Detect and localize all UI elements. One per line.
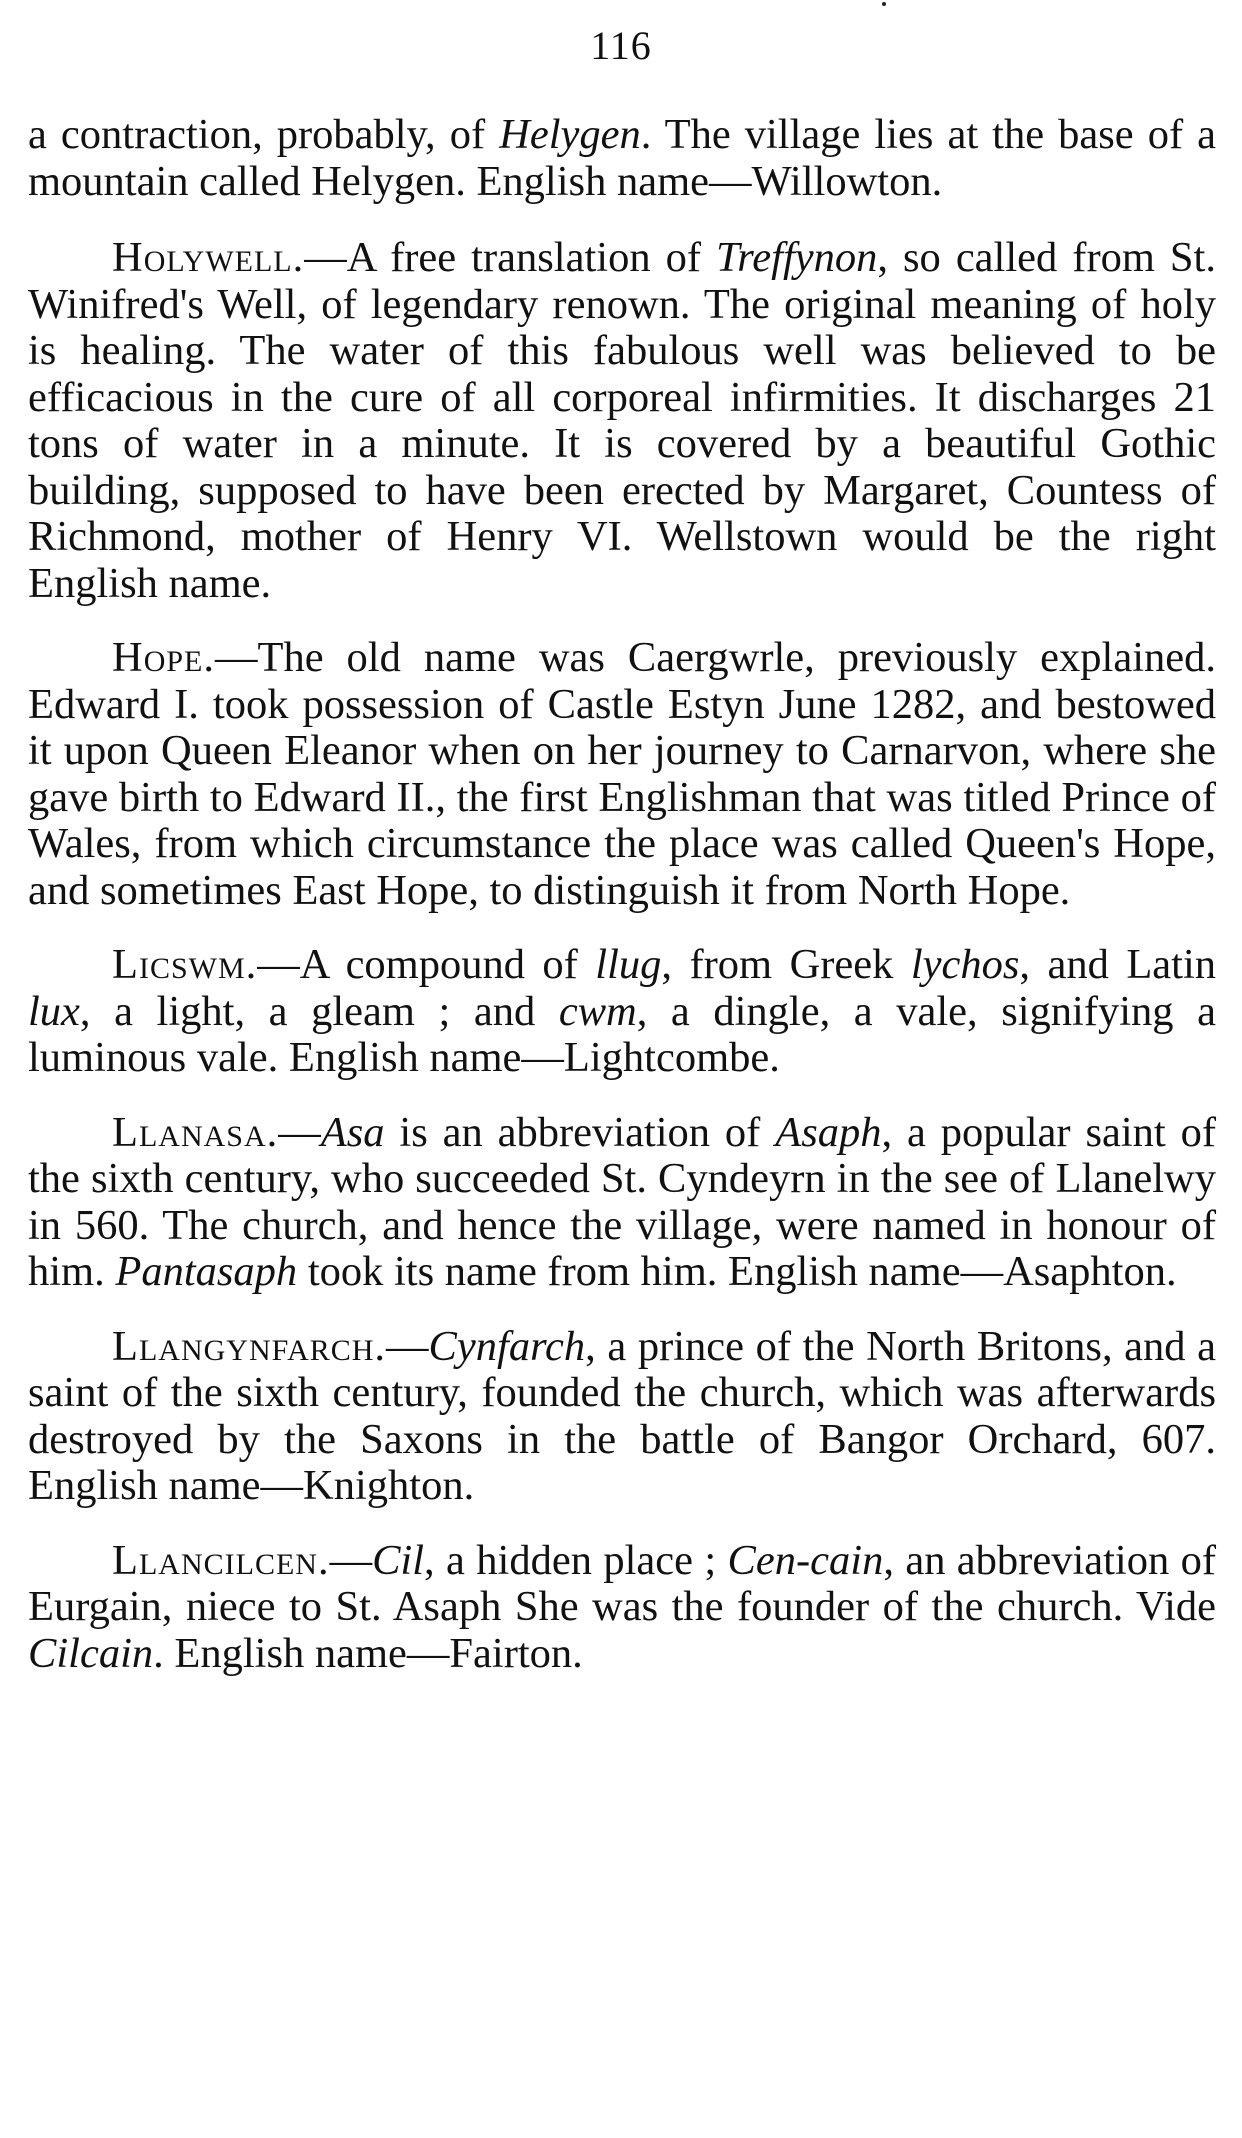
entry-headword: Holywell. — [112, 234, 305, 281]
text-run: , a light, a gleam ; and — [79, 987, 559, 1035]
italic-term: Cen-cain — [727, 1536, 884, 1584]
paragraph-continuation — [28, 112, 1216, 205]
text-run: is an abbreviation of — [384, 1108, 776, 1156]
entry-headword: Llancilcen. — [112, 1536, 330, 1584]
text-run: , so called from St. Winifred's Well, of legendary renown. The original meaning of holy is healing. The water of this fabulous well was believed to be efficacious in the cure of all corporeal infirmities. It discharges 21 tons of water in a minute. It is covered by a beautiful Gothic building, supposed to have been erected by Margaret, Countess of Richmond, mother of Henry VI. Wellstown would be the right English name. — [28, 234, 1216, 607]
entry-headword: Hope. — [112, 634, 215, 681]
entry-headword: Llangynfarch. — [112, 1322, 387, 1370]
italic-term: Helygen — [499, 111, 641, 158]
entry-headword: Licswm. — [112, 941, 258, 988]
italic-term: Asaph — [775, 1108, 882, 1156]
italic-term: Asa — [320, 1108, 385, 1156]
page-number: 116 — [590, 23, 652, 68]
text-run: —The old name was Caergwrle, previously explained. Edward I. took possession of Castle Estyn June 1282, and bestowed it upon Queen Eleanor when on her journey to Carnarvon, where she gave birth to Edward II., the first Englishman that was titled Prince of Wales, from which circumstance the place was called Queen's Hope, and sometimes East Hope, to distinguish it from North Hope. — [28, 634, 1216, 914]
entry-headword: Llanasa. — [112, 1108, 279, 1156]
italic-term: llug — [595, 941, 662, 988]
entry-llanasa — [28, 1110, 1216, 1296]
text-run: — — [329, 1536, 373, 1584]
text-run: took its name from him. English name—Asaphton. — [297, 1248, 1177, 1295]
entry-holywell — [28, 235, 1216, 607]
entry-llangynfarch — [28, 1324, 1216, 1510]
italic-term: Cilcain — [28, 1629, 154, 1677]
text-run: . The village lies at the base of a mountain called Helygen. English name—Willowton. — [28, 111, 1216, 205]
entry-hope — [28, 635, 1216, 914]
text-run: — — [386, 1322, 429, 1370]
text-run: — — [278, 1108, 321, 1156]
text-run: , a prince of the North Britons, and a saint of the sixth century, founded the church, which was afterwards destroyed by the Saxons in the battle of Bangor Orchard, 607. English name—Knighton. — [28, 1322, 1216, 1509]
italic-term: lux — [28, 987, 80, 1035]
text-run: a contraction, probably, of — [28, 111, 500, 158]
text-run: . English name—Fairton. — [153, 1629, 583, 1677]
italic-term: lychos — [910, 941, 1020, 988]
text-run: , a hidden place ; — [424, 1536, 728, 1584]
text-run: —A compound of — [257, 941, 596, 988]
text-run: , a dingle, a vale, signifying a luminous vale. English name—Lightcombe. — [28, 987, 1216, 1081]
entry-llancilcen — [28, 1538, 1216, 1678]
italic-term: Treffynon — [716, 234, 878, 281]
italic-term: cwm — [558, 987, 637, 1035]
text-run: , from Greek — [661, 941, 911, 988]
italic-term: Pantasaph — [115, 1248, 298, 1295]
text-run: , an abbreviation of Eurgain, niece to St. Asaph She was the founder of the church. Vide — [28, 1536, 1216, 1630]
italic-term: Cynfarch — [428, 1322, 586, 1370]
text-run: , and Latin — [1019, 941, 1217, 988]
entry-licswm — [28, 942, 1216, 1082]
text-run: —A free translation of — [304, 234, 717, 281]
italic-term: Cil — [372, 1536, 425, 1584]
print-speck — [882, 2, 886, 6]
page-body-text — [28, 112, 1216, 1705]
text-run: , a popular saint of the sixth century, who succeeded St. Cyndeyrn in the see of Llanelwy in 560. The church, and hence the village, were named in honour of him. — [28, 1108, 1217, 1295]
